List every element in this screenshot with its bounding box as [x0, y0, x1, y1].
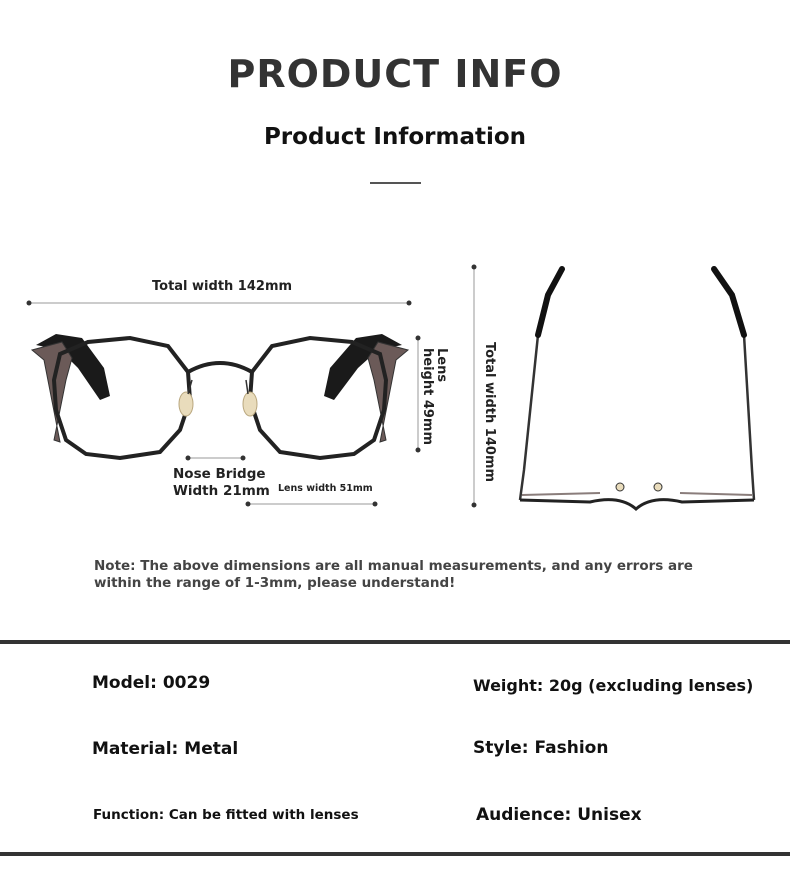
- front-frame: [520, 500, 754, 509]
- lens-height-line2: height 49mm: [420, 348, 435, 446]
- spec-function: Function: Can be fitted with lenses: [93, 807, 359, 823]
- spec-model: Model: 0029: [92, 673, 211, 693]
- glasses-top-view: [460, 255, 770, 525]
- nose-bridge-label: [173, 466, 270, 500]
- title-divider: [370, 182, 421, 184]
- specs-bottom-divider: [0, 852, 790, 856]
- left-hinge: [32, 342, 72, 442]
- bridge: [188, 363, 252, 372]
- total-width-label: Total width 142mm: [152, 279, 293, 294]
- lens-height-line1: Lens: [434, 348, 449, 383]
- left-nose-pad: [179, 392, 193, 416]
- spec-material: Material: Metal: [92, 739, 239, 759]
- spec-weight: Weight: 20g (excluding lenses): [473, 676, 754, 695]
- lens-width-label: Lens width 51mm: [278, 483, 373, 494]
- page-subtitle: Product Information: [263, 124, 527, 150]
- spec-style: Style: Fashion: [473, 738, 609, 758]
- measurement-note: Note: The above dimensions are all manual measurements, and any errors are within the range of 1-3mm, please understand!: [94, 558, 693, 591]
- page-title: PRODUCT INFO: [227, 52, 563, 96]
- specs-top-divider: [0, 640, 790, 644]
- nose-bridge-line1: Nose Bridge: [173, 466, 266, 482]
- side-total-width-label: Total width 140mm: [482, 342, 497, 483]
- nose-bridge-line2: Width 21mm: [173, 483, 270, 499]
- left-arm: [520, 269, 562, 500]
- right-nose-pad: [243, 392, 257, 416]
- spec-audience: Audience: Unisex: [476, 805, 642, 825]
- right-hinge: [368, 342, 408, 442]
